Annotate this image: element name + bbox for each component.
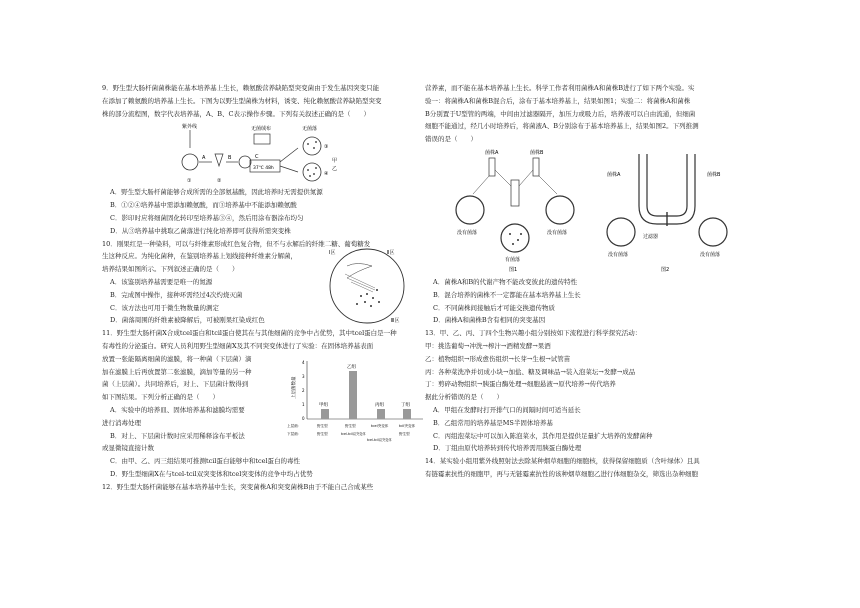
bar-label-jia: 甲组: [319, 403, 328, 409]
q9-stem-line: 9．野生型大肠杆菌菌株能在基本培养基上生长，赖氨酸营养缺陷型突变菌由于发生基因突变只能: [102, 84, 380, 92]
q10-stem-line: 10．刚果红是一种染料，可以与纤维素形成红色复合物，但不与水解后的纤维二糖、葡萄糖发: [102, 239, 371, 248]
mix-tube: [511, 180, 519, 206]
q11-option-b: B．对上、下层菌计数时应采用稀释涂布平板法: [110, 431, 245, 440]
plate-1: [182, 154, 198, 170]
q13-option-c: C．丙组泡菜坛中可以加入陈泡菜水，其作用是提供足量扩大培养的发酵菌种: [433, 431, 653, 440]
colony-jia: 甲: [332, 158, 338, 165]
q10-option-d: D．菌落周围的纤维素被降解后，可被刚果红染成红色: [110, 316, 265, 325]
q13-option-b: B．乙组常用的培养基是MS半固体培养基: [433, 418, 553, 427]
q14-stem-line: 有链霉素抗性的细胞甲，再与无链霉素抗性的该种烟草细胞乙进行体细胞杂交，筛选出杂种细胞: [425, 469, 698, 478]
fig2-no-colony-b: 没有菌落: [700, 251, 721, 258]
q11-stem-line: 放置一张能隔离细菌的滤膜，将一种菌（下层菌）滴: [102, 354, 252, 363]
q9-stem-line: 在添加了赖氨酸的培养基上生长。下图为以野生型菌株为材料，诱变、纯化赖氨酸营养缺陷型突变: [102, 96, 382, 105]
upper-yi: 野生型: [345, 424, 356, 429]
q14-stem-line: 14．某实验小组用紫外线照射法去除某种烟草细胞的细胞核，获得保留细胞质（含叶绿体）且具: [425, 457, 700, 466]
region-1-label: Ⅰ区: [329, 249, 336, 256]
fig1-has-colony: 有菌落: [505, 256, 521, 263]
lower-bing: tcel-tcil双突变体: [367, 438, 392, 443]
q11-option-a-cont: 进行消毒处理: [102, 418, 141, 427]
fig2-caption: 图2: [661, 266, 670, 273]
q13-option-a: A．甲组在发酵时打开排气口的间隔时间可适当延长: [433, 405, 581, 414]
q11-stem-line: 加在滤膜上后再放置第二张滤膜，滴加等量的另一种: [102, 367, 252, 376]
plate-3: [303, 137, 321, 155]
q9-option-b: B．①②④培养基中需添加赖氨酸，而③培养基中不能添加赖氨酸: [110, 201, 297, 210]
q13-stem-line: 据此分析错误的是（ ）: [425, 393, 503, 402]
fig2-strain-b: 菌株B: [707, 171, 721, 178]
right-column: [425, 82, 780, 481]
ytick: 0: [302, 416, 305, 422]
upper-ding: tcil突变体: [399, 424, 416, 429]
q12-option-c: C．不同菌株间接触后才可能交换遗传物质: [433, 303, 555, 312]
q12-start-line: 12．野生型大肠杆菌能够在基本培养基中生长，突变菌株A和突变菌株B由于不能自己合成某些: [102, 482, 374, 491]
step-b: B: [228, 155, 232, 162]
fig1-no-colony-a: 没有菌落: [457, 229, 478, 236]
question-14: [425, 455, 780, 481]
ytick: 4: [302, 360, 305, 366]
region-2-label: Ⅱ区: [387, 249, 395, 256]
step-a: A: [202, 155, 206, 162]
uv-label: 紫外线: [182, 124, 198, 131]
bar-label-ding: 丁组: [401, 403, 410, 409]
plate2-b: [699, 218, 727, 246]
q11-option-a: A．实验中的培养皿、固体培养基和滤膜均需要: [110, 405, 245, 414]
q11-option-d: D．野生型细菌X在与tcel-tcil双突变体和tcel突变体的竞争中均占优势: [110, 469, 313, 478]
question-9: [102, 82, 457, 238]
incubation-label: 37℃ 48h: [253, 166, 274, 172]
question-12: [425, 82, 780, 327]
q11-stem-line: 11．野生型大肠杆菌X合成tcel蛋白和tcil蛋白使其在与其他细菌的竞争中占优势，其中tcel蛋白是一种: [102, 329, 397, 338]
fig1-caption: 图1: [509, 266, 518, 273]
q10-option-b: B．完成图中操作，接种环需经过4次灼烧灭菌: [110, 290, 243, 299]
q12-option-d: D．菌株A和菌株B含有相同的突变基因: [433, 316, 546, 325]
q13-option-d: D．丁组由原代培养转到传代培养需用胰蛋白酶处理: [433, 444, 582, 453]
q13-stem-line: 丁：剪碎动物组织→胰蛋白酶处理→细胞悬液→原代培养→传代培养: [425, 380, 616, 389]
bar-ding: [403, 409, 411, 419]
q12-stem-line: 细胞不能通过，经几小时培养后，将菌液A、B分别涂布于基本培养基上，结果如图2。下列推测: [425, 122, 699, 131]
no-colony-label: 无菌落: [302, 126, 318, 133]
plate2-a: [607, 218, 635, 246]
q9-flowchart-figure: [102, 120, 457, 186]
ytick: 3: [302, 374, 305, 380]
q12-stem-line: 营养素，而不能在基本培养基上生长。科学工作者利用菌株A和菌株B进行了如下两个实验。实: [425, 84, 695, 92]
bar-bing: [377, 409, 385, 419]
question-13: [425, 327, 780, 455]
tube-a: [489, 158, 495, 176]
upper-jia: 野生型: [317, 424, 328, 429]
fig1-strain-a: 菌株A: [485, 149, 499, 156]
q11-option-c: C．由甲、乙、丙三组结果可推测tcil蛋白能够中和tcel蛋白的毒性: [110, 457, 301, 466]
streak-plate-figure: [327, 246, 407, 326]
q13-stem-line: 乙：植物组织→形成愈伤组织→长芽→生根→试管苗: [425, 354, 571, 363]
q10-option-a: A．该鉴别培养基需要是唯一的氮源: [110, 277, 213, 286]
lower-yi: tcel-tcil双突变体: [341, 432, 366, 437]
flask-2: [215, 154, 223, 166]
plate-mix: [501, 224, 529, 252]
bar-jia: [321, 409, 329, 419]
plate-b-none: [546, 196, 574, 224]
q11-stem-line: 如下图结果。下列分析正确的是（ ）: [102, 393, 219, 402]
q13-stem-line: 13．甲、乙、丙、丁四个生物兴趣小组分别按如下流程进行科学探究活动：: [425, 329, 642, 338]
ytick: 2: [302, 388, 305, 394]
tube-b: [533, 158, 539, 176]
step-c: C: [255, 154, 259, 161]
q11-stem-line: 菌（上层菌）。共同培养后，对上、下层菌计数得到: [102, 380, 249, 389]
q11-stem-line: 有毒性的分泌蛋白。研究人员利用野生型细菌X及其不同突变体进行了实验：在固体培养基表面: [102, 341, 374, 350]
q11-bar-chart: [287, 357, 427, 445]
q9-option-c: C．影印时应将细菌固化转印至培养基③④，然后用涂布器涂布均匀: [110, 213, 304, 222]
u-tube-inner: [647, 154, 687, 216]
q13-stem-line: 丙：各种菜洗净并切成小块→加盐、糖及调味品→装入泡菜坛→发酵→成品: [425, 367, 636, 376]
upper-row-title: 上层菌：: [287, 424, 302, 429]
bar-label-yi: 乙组: [347, 365, 356, 371]
question-10: [102, 238, 457, 328]
q12-figure: [425, 146, 780, 276]
q9-option-d: D．从③培养基中挑取乙菌落进行纯化培养即可获得所需突变株: [110, 226, 291, 235]
fig1-strain-b: 菌株B: [530, 149, 544, 156]
plate-1-num: ①: [187, 178, 192, 185]
velvet-block: [254, 134, 270, 144]
lower-ding: 野生型: [399, 432, 410, 437]
plate-3-num: ③: [324, 144, 329, 151]
fig2-no-colony-a: 没有菌落: [608, 251, 629, 258]
q12-option-b: B．混合培养的菌株不一定都能在基本培养基上生长: [433, 290, 581, 299]
q11-option-b-cont: 或显微镜直接计数: [102, 444, 154, 453]
ytick: 1: [302, 402, 305, 408]
q9-option-a: A．野生型大肠杆菌能够合成所需的全部氨基酸，因此培养时无需提供氮源: [110, 188, 323, 197]
region-3-label: Ⅲ区: [391, 317, 400, 324]
q9-stem-line: 株的部分流程图，数字代表培养基，A、B、C表示操作步骤。下列有关叙述正确的是（ ）: [102, 109, 370, 118]
q12-stem-line: B分别置于U型管的两端，中间由过滤器隔开，加压力或吸力后，培养液可以自由流通，但细菌: [425, 109, 696, 118]
colony-yi: 乙: [332, 166, 338, 173]
upper-bing: tcel突变体: [371, 424, 389, 429]
lower-row-title: 下层菌：: [287, 432, 302, 437]
q12-stem-line: 验一：将菌株A和菌株B混合后，涂布于基本培养基上，结果如图1；实验二：将菌株A和菌株: [425, 96, 691, 105]
q10-stem-line: 生这种反应。为纯化菌种，在鉴别培养基上划线接种纤维素分解菌，: [102, 252, 297, 261]
left-column: [102, 82, 457, 494]
fig2-filter-label: 过滤器: [643, 233, 659, 240]
plate-2b: [239, 156, 251, 168]
lower-jia: 野生型: [317, 432, 328, 437]
fig1-no-colony-b: 没有菌落: [547, 229, 568, 236]
q12-option-a: A．菌株A和B的代谢产物不能改变彼此的遗传特性: [433, 277, 578, 286]
q10-option-c: C．该方法也可用于微生物数量的测定: [110, 303, 219, 312]
chart-ylabel: 上层菌数量: [292, 376, 297, 400]
q12-stem-line: 错误的是（ ）: [425, 135, 477, 144]
velvet-label: 无菌绒布: [251, 126, 272, 133]
bar-yi: [349, 371, 357, 419]
q13-stem-line: 甲：挑选葡萄→冲洗→榨汁→酒精发酵→果酒: [425, 341, 551, 350]
plate-4: [303, 163, 321, 181]
bar-label-bing: 丙组: [375, 403, 384, 409]
question-11: [102, 327, 457, 481]
plate-4-num: ④: [324, 171, 329, 178]
plate-2-num: ②: [217, 178, 222, 185]
q10-stem-line: 培养结果如图所示。下列叙述正确的是（ ）: [102, 265, 239, 274]
plate-a-none: [456, 196, 484, 224]
fig2-strain-a: 菌株A: [607, 171, 621, 178]
